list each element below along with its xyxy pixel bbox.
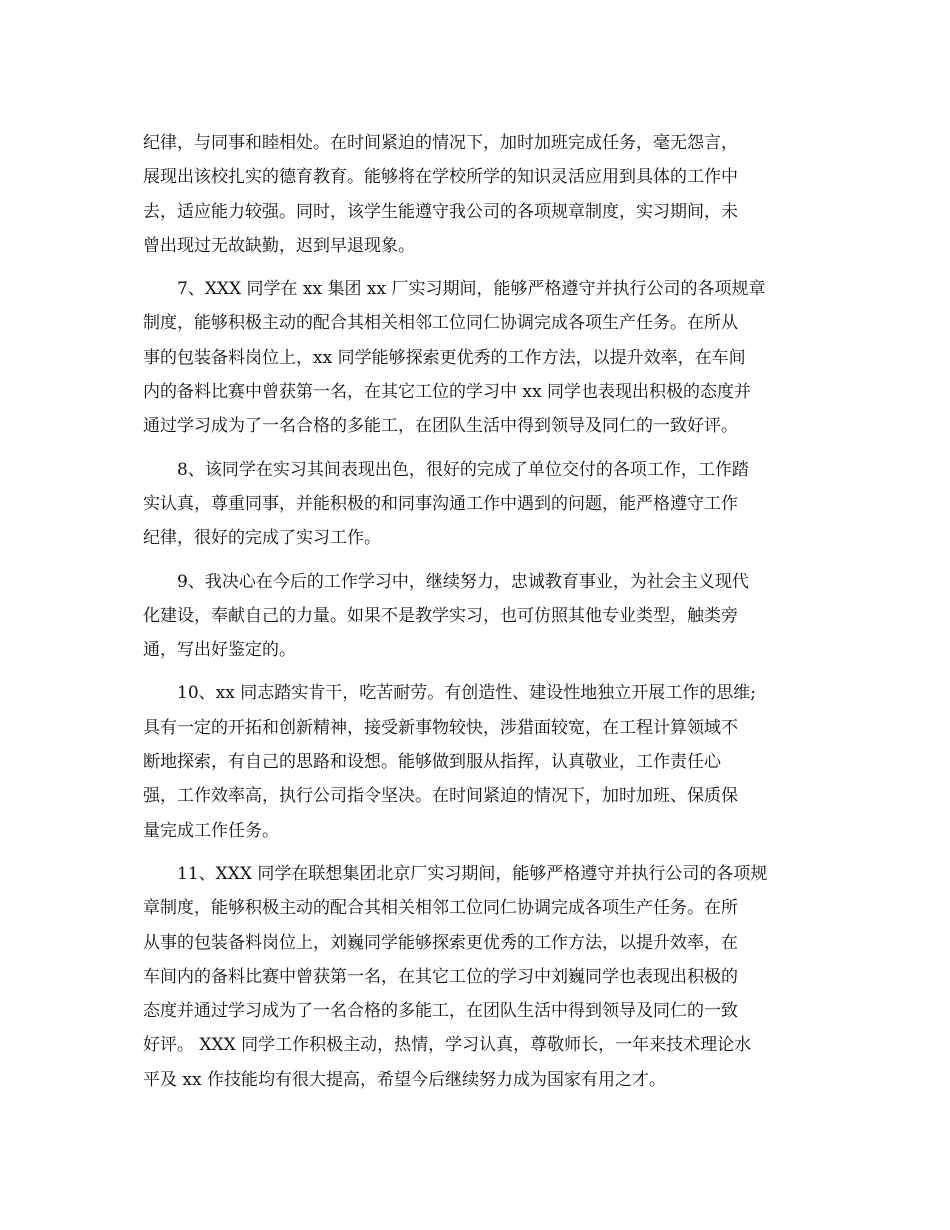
text-line: 好评。 XXX 同学工作积极主动，热情，学习认真，尊敬师长，一年来技术理论水 [143,1035,752,1056]
text-line: 断地探索，有自己的思路和设想。能够做到服从指挥，认真敬业，工作责任心 [143,752,721,773]
text-line: 从事的包装备料岗位上，刘巍同学能够探索更优秀的工作方法，以提升效率，在 [143,932,738,953]
paragraph-item-11 [143,857,807,1097]
document-body [143,126,807,1097]
text-line: 通，写出好鉴定的。 [143,640,296,661]
text-line: 11、XXX 同学在联想集团北京厂实习期间，能够严格遵守并执行公司的各项规 [143,863,768,884]
text-line: 具有一定的开拓和创新精神，接受新事物较快，涉猎面较宽，在工程计算领域不 [143,717,738,738]
text-line: 化建设，奉献自己的力量。如果不是教学实习，也可仿照其他专业类型，触类旁 [143,605,738,626]
text-line: 7、XXX 同学在 xx 集团 xx 厂实习期间，能够严格遵守并执行公司的各项规章 [143,279,766,300]
text-line: 强，工作效率高，执行公司指令坚决。在时间紧迫的情况下，加时加班、保质保 [143,786,738,807]
paragraph-item-10 [143,676,807,847]
paragraph-item-9 [143,565,807,668]
paragraph-continuation [143,126,807,263]
text-line: 9、我决心在今后的工作学习中，继续努力，忠诚教育事业，为社会主义现代 [143,571,749,592]
text-line: 纪律，很好的完成了实习工作。 [143,528,381,549]
text-line: 章制度，能够积极主动的配合其相关相邻工位同仁协调完成各项生产任务。在所 [143,898,738,919]
text-line: 态度并通过学习成为了一名合格的多能工，在团队生活中得到领导及同仁的一致 [143,1001,738,1022]
paragraph-item-8 [143,453,807,556]
text-line: 内的备料比赛中曾获第一名，在其它工位的学习中 xx 同学也表现出积极的态度并 [143,382,751,403]
text-line: 制度，能够积极主动的配合其相关相邻工位同仁协调完成各项生产任务。在所从 [143,313,738,334]
text-line: 展现出该校扎实的德育教育。能够将在学校所学的知识灵活应用到具体的工作中 [143,167,738,188]
text-line: 平及 xx 作技能均有很大提高，希望今后继续努力成为国家有用之才。 [143,1069,666,1090]
text-line: 车间内的备料比赛中曾获第一名，在其它工位的学习中刘巍同学也表现出积极的 [143,966,738,987]
text-line: 去，适应能力较强。同时，该学生能遵守我公司的各项规章制度，实习期间，未 [143,201,738,222]
paragraph-item-7 [143,272,807,443]
text-line: 曾出现过无故缺勤，迟到早退现象。 [143,235,415,256]
text-line: 纪律，与同事和睦相处。在时间紧迫的情况下，加时加班完成任务，毫无怨言， [143,133,738,153]
text-line: 事的包装备料岗位上，xx 同学能够探索更优秀的工作方法，以提升效率，在车间 [143,347,746,368]
text-line: 量完成工作任务。 [143,820,279,841]
text-line: 通过学习成为了一名合格的多能工，在团队生活中得到领导及同仁的一致好评。 [143,416,738,437]
text-line: 实认真，尊重同事，并能积极的和同事沟通工作中遇到的问题，能严格遵守工作 [143,493,738,514]
text-line: 10、xx 同志踏实肯干，吃苦耐劳。有创造性、建设性地独立开展工作的思维; [143,683,756,704]
text-line: 8、该同学在实习其间表现出色，很好的完成了单位交付的各项工作，工作踏 [143,459,749,480]
